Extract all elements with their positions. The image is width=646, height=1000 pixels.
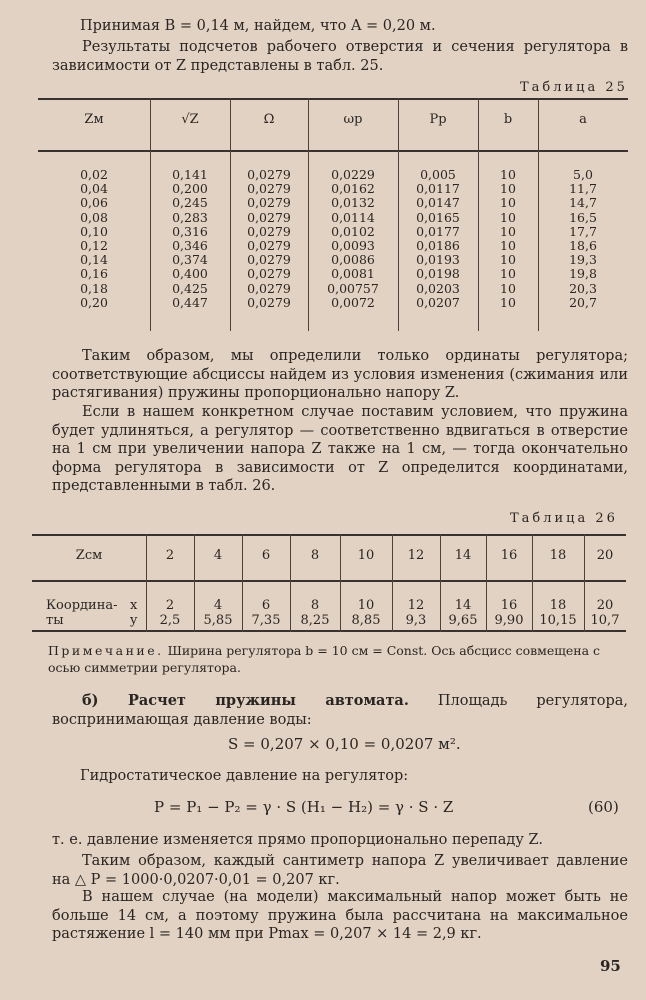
table26-cell-x: 2 — [165, 598, 175, 613]
note-text: Ширина регулятора b = 10 см = Const. Ось абсцисс совмещена с осью симметрии регулятора. — [48, 643, 601, 675]
table25-cell: 0,346 — [172, 238, 208, 254]
table25-header-pp: Pр — [429, 112, 447, 127]
page-number: 95 — [600, 957, 621, 975]
table26-header-label: Zсм — [75, 548, 103, 563]
table25-cell: 0,0102 — [331, 223, 375, 239]
table25-cell: 20,7 — [569, 294, 597, 310]
table25-cell: 10 — [500, 266, 516, 282]
table26-axis-x: x — [130, 598, 138, 613]
table25-header-sqrtz: √Z — [181, 112, 199, 127]
table26-row-label-1: Координа- — [46, 598, 118, 613]
table25-cell: 0,08 — [80, 209, 108, 225]
table25-header-rule — [38, 150, 628, 152]
table25-cell: 0,005 — [420, 167, 456, 182]
table26-top-rule — [32, 534, 626, 536]
table25-cell: 0,425 — [172, 280, 208, 296]
table25-cell: 0,447 — [172, 294, 208, 310]
table25-cell: 0,0279 — [247, 223, 291, 239]
section-b-title: б) Расчет пружины автомата. — [82, 692, 409, 709]
table26-header-cell: 2 — [165, 548, 175, 563]
table26-cell-x: 14 — [454, 598, 472, 613]
table25-caption: Таблица 25 — [520, 80, 628, 95]
table25-cell: 10 — [500, 167, 516, 182]
table25-cell: 0,0279 — [247, 181, 291, 197]
table25-cell: 0,02 — [80, 167, 108, 182]
table25-cell: 0,0279 — [247, 209, 291, 225]
table25-cell: 0,0081 — [331, 266, 375, 282]
table25-header-a: a — [579, 112, 587, 127]
table25-col-pp — [398, 168, 478, 310]
table26-cell-x: 20 — [596, 598, 614, 613]
table25-cell: 0,12 — [80, 238, 108, 254]
table25-cell: 0,141 — [172, 167, 208, 182]
table25-cell: 0,0162 — [331, 181, 375, 197]
table25-cell: 0,0279 — [247, 280, 291, 296]
table25-cell: 18,6 — [569, 238, 597, 254]
table26-cell-x: 16 — [500, 598, 518, 613]
table-26 — [32, 534, 626, 634]
table25-cell: 0,200 — [172, 181, 208, 197]
table25-col-a — [538, 168, 628, 310]
table26-caption: Таблица 26 — [510, 511, 618, 526]
table25-cell: 0,0207 — [416, 294, 460, 310]
table25-cell: 0,18 — [80, 280, 108, 296]
table26-cell-y: 8,85 — [351, 613, 381, 628]
table25-cell: 10 — [500, 280, 516, 296]
table25-cell: 0,374 — [172, 252, 208, 268]
table25-cell: 0,0279 — [247, 167, 291, 182]
section-b-paragraph — [52, 692, 628, 729]
table26-header-cell: 18 — [549, 548, 567, 563]
table25-cell: 5,0 — [573, 167, 593, 182]
table25-cell: 10 — [500, 209, 516, 225]
table26-note — [48, 642, 624, 676]
table25-cell: 0,283 — [172, 209, 208, 225]
table26-row-label-2: ты — [46, 613, 64, 628]
paragraph-proportional: т. е. давление изменяется прямо пропорционально перепаду Z. — [52, 832, 543, 848]
table25-cell: 0,0117 — [416, 181, 460, 197]
table25-cell: 0,04 — [80, 181, 108, 197]
table25-cell: 0,0086 — [331, 252, 375, 268]
table25-cell: 0,20 — [80, 294, 108, 310]
intro-paragraph: Результаты подсчетов рабочего отверстия и сечения регулятора в зависимости от Z представлены в табл. 25. — [52, 39, 628, 74]
table26-header-cell: 16 — [500, 548, 518, 563]
table25-cell: 0,0186 — [416, 238, 460, 254]
table26-header-rule — [32, 580, 626, 582]
table25-col-z — [38, 168, 150, 310]
table26-header-cell: 8 — [310, 548, 320, 563]
table26-header-cell: 14 — [454, 548, 472, 563]
table26-cell-x: 10 — [357, 598, 375, 613]
table26-cell-y: 9,65 — [448, 613, 478, 628]
table26-header-cell: 4 — [213, 548, 223, 563]
table25-cell: 0,06 — [80, 195, 108, 211]
table25-cell: 0,400 — [172, 266, 208, 282]
table25-top-rule — [38, 98, 628, 100]
table25-cell: 0,16 — [80, 266, 108, 282]
table26-header-cell: 20 — [596, 548, 614, 563]
table25-header-z: Zм — [84, 112, 104, 127]
table25-cell: 10 — [500, 181, 516, 197]
table25-cell: 20,3 — [569, 280, 597, 296]
table26-cell-y: 7,35 — [251, 613, 281, 628]
table26-axis-y: y — [130, 613, 138, 628]
table25-cell: 0,0279 — [247, 294, 291, 310]
table26-cell-y: 9,90 — [494, 613, 524, 628]
table25-cell: 0,0193 — [416, 252, 460, 268]
table26-cell-y: 9,3 — [405, 613, 427, 628]
table25-cell: 10 — [500, 238, 516, 254]
table26-cell-x: 12 — [407, 598, 425, 613]
table-25 — [38, 98, 628, 333]
table25-cell: 10 — [500, 294, 516, 310]
table25-cell: 0,0147 — [416, 195, 460, 211]
table26-cell-x: 18 — [549, 598, 567, 613]
table25-cell: 19,8 — [569, 266, 597, 282]
table25-cell: 10 — [500, 252, 516, 268]
formula-pressure: P = P₁ − P₂ = γ · S (H₁ − H₂) = γ · S · Z — [154, 798, 454, 816]
table26-header-cell: 6 — [261, 548, 271, 563]
table25-cell: 0,0229 — [331, 167, 375, 182]
table25-cell: 19,3 — [569, 252, 597, 268]
table25-cell: 0,0279 — [247, 252, 291, 268]
table25-col-omega — [230, 168, 308, 310]
table25-cell: 0,0279 — [247, 238, 291, 254]
table25-cell: 11,7 — [569, 181, 597, 197]
intro-line: Принимая B = 0,14 м, найдем, что A = 0,20 м. — [80, 18, 436, 34]
table26-cell-y: 5,85 — [203, 613, 233, 628]
table26-header-cell: 12 — [407, 548, 425, 563]
paragraph-spring-condition: Если в нашем конкретном случае поставим условием, что пружина будет удлиняться, а регулятор — соответственно вдвигаться в отверстие на 1 см при увеличении напора Z также на 1 см, — тогда окончательно форма регулятора в зависимости от Z определится координатами, представленными в табл. 26. — [52, 404, 628, 494]
table25-cell: 10 — [500, 195, 516, 211]
table25-cell: 16,5 — [569, 209, 597, 225]
table25-cell: 0,10 — [80, 223, 108, 239]
table25-cell: 0,245 — [172, 195, 208, 211]
table26-cell-y: 10,7 — [590, 613, 620, 628]
paragraph-ordinates: Таким образом, мы определили только ординаты регулятора; соответствующие абсциссы найдем из условия изменения (сжимания или растягивания) пружины пропорционально напору Z. — [52, 348, 628, 401]
table25-cell: 0,0165 — [416, 209, 460, 225]
table25-col-b — [478, 168, 538, 310]
table25-cell: 0,316 — [172, 223, 208, 239]
table25-cell: 0,0279 — [247, 195, 291, 211]
table25-cell: 0,00757 — [327, 280, 379, 296]
note-label: Примечание. — [48, 643, 164, 658]
table25-header-omega: Ω — [263, 112, 275, 127]
table26-bottom-rule — [32, 630, 626, 632]
table26-cell-x: 6 — [261, 598, 271, 613]
hydrostatic-line: Гидростатическое давление на регулятор: — [80, 768, 409, 784]
table25-cell: 0,0072 — [331, 294, 375, 310]
table25-cell: 0,0203 — [416, 280, 460, 296]
table26-cell-x: 8 — [310, 598, 320, 613]
table25-cell: 0,0114 — [331, 209, 375, 225]
table25-cell: 14,7 — [569, 195, 597, 211]
table25-cell: 0,0177 — [416, 223, 460, 239]
table25-col-sqrtz — [150, 168, 230, 310]
section-b-text: Площадь регулятора, воспринимающая давление воды: — [52, 693, 629, 728]
paragraph-max-head: В нашем случае (на модели) максимальный напор может быть не больше 14 см, а поэтому пружина была рассчитана на максимальное растяжение l = 140 мм при Pmax = 0,207 × 14 = 2,9 кг. — [52, 889, 628, 942]
table25-cell: 10 — [500, 223, 516, 239]
table26-cell-y: 2,5 — [159, 613, 181, 628]
table25-header-b: b — [503, 112, 513, 127]
table25-cell: 17,7 — [569, 223, 597, 239]
table25-header-omega-p: ωр — [343, 112, 363, 127]
formula-area: S = 0,207 × 0,10 = 0,0207 м². — [228, 735, 461, 753]
table25-cell: 0,0093 — [331, 238, 375, 254]
table26-header-cell: 10 — [357, 548, 375, 563]
table26-cell-y: 8,25 — [300, 613, 330, 628]
table25-cell: 0,14 — [80, 252, 108, 268]
table26-cell-x: 4 — [213, 598, 223, 613]
table26-cell-y: 10,15 — [539, 613, 577, 628]
table25-col-omega-p — [308, 168, 398, 310]
formula-number: (60) — [588, 798, 619, 816]
paragraph-each-cm: Таким образом, каждый сантиметр напора Z увеличивает давление на △ P = 1000·0,0207·0,01 = 0,207 кг. — [52, 853, 628, 888]
table25-cell: 0,0198 — [416, 266, 460, 282]
table25-cell: 0,0132 — [331, 195, 375, 211]
table25-cell: 0,0279 — [247, 266, 291, 282]
